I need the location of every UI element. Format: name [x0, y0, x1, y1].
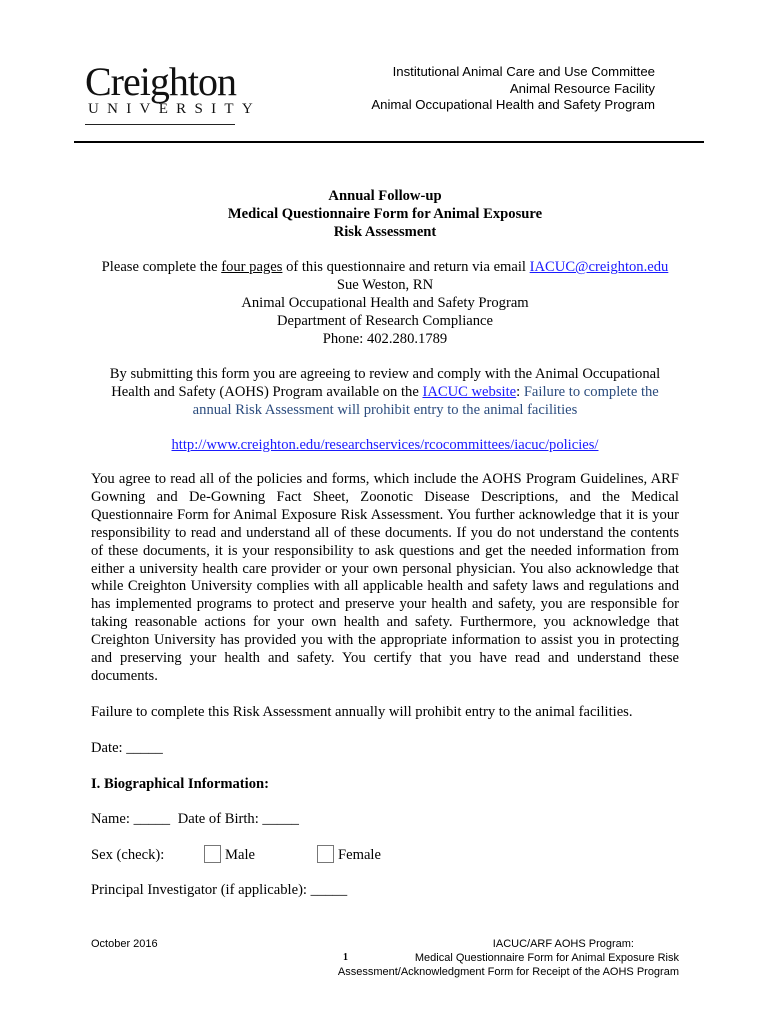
header-committee: Institutional Animal Care and Use Committee [392, 64, 655, 79]
dob-field[interactable]: _____ [262, 811, 299, 827]
contact-program: Animal Occupational Health and Safety Program [241, 295, 529, 311]
footer-program-line-3: Assessment/Acknowledgment Form for Receipt of the AOHS Program [337, 966, 679, 978]
name-dob-line [91, 811, 299, 828]
header-program: Animal Occupational Health and Safety Program [371, 97, 655, 112]
title-line-1: Annual Follow-up [328, 188, 442, 204]
iacuc-website-link[interactable]: IACUC website [422, 384, 517, 400]
iacuc-email-link[interactable]: IACUC@creighton.edu [529, 259, 669, 275]
university-logo-subtitle: UNIVERSITY [88, 101, 261, 117]
policies-url-line [60, 436, 710, 454]
logo-underline [85, 124, 235, 125]
contact-department: Department of Research Compliance [277, 313, 493, 329]
footer-program-line-2: Medical Questionnaire Form for Animal Exposure Risk [414, 952, 679, 964]
female-label: Female [338, 847, 381, 863]
sex-label: Sex (check): [91, 847, 165, 863]
date-line [91, 740, 163, 757]
agreement-line-2 [60, 383, 710, 401]
footer-program-line-1: IACUC/ARF AOHS Program: [492, 938, 634, 950]
pi-field[interactable]: _____ [310, 882, 348, 898]
header-divider [74, 141, 704, 143]
instructions-text-start: Please complete the [101, 259, 222, 275]
footer-date: October 2016 [91, 938, 158, 950]
contact-name: Sue Weston, RN [336, 277, 434, 293]
instructions-text-end: of this questionnaire and return via email [282, 259, 530, 275]
agreement-line-2-text: Health and Safety (AOHS) Program available on the [111, 384, 423, 400]
four-pages-text: four pages [221, 259, 283, 275]
pi-line [91, 882, 347, 899]
dob-label: Date of Birth: [177, 811, 259, 827]
female-checkbox[interactable] [317, 845, 334, 863]
agreement-line-1: By submitting this form you are agreeing to review and comply with the Animal Occupational [109, 366, 661, 382]
policies-url-link[interactable]: http://www.creighton.edu/researchservices/rcocommittees/iacuc/policies/ [171, 437, 599, 453]
acknowledgment-paragraph: You agree to read all of the policies and forms, which include the AOHS Program Guidelines, ARF Gowning and De-Gowning Fact Sheet, Zoonotic Disease Descriptions, and the Medical Questionnaire Form for Animal Exposure Risk Assessment. You further acknowledge that it is your responsibility to read and understand all of these documents. If you do not understand the contents of these documents, it is your responsibility to ask questions and get the needed information from either a university health care provider or your own personal physician. You also acknowledge that while Creighton University complies with all applicable health and safety laws and regulations and has implemented programs to protect and preserve your health and safety, you are responsible for taking reasonable actions for your own health and safety. Furthermore, you acknowledge that Creighton University has provided you with the appropriate information to assist you in protecting and preserving your health and safety. You certify that you have read and understand these documents. [91, 471, 679, 684]
header-facility: Animal Resource Facility [509, 80, 655, 96]
section-heading-biographical: I. Biographical Information: [91, 776, 269, 792]
date-field[interactable]: _____ [126, 740, 163, 756]
agreement-colon: : [516, 384, 521, 400]
pi-label: Principal Investigator (if applicable): [91, 882, 307, 898]
male-checkbox[interactable] [204, 845, 221, 863]
title-line-3: Risk Assessment [333, 224, 437, 240]
title-line-2: Medical Questionnaire Form for Animal Exposure [227, 206, 543, 222]
university-logo-name: Creighton [85, 59, 236, 104]
failure-warning-part-1: Failure to complete the [520, 384, 659, 400]
failure-notice: Failure to complete this Risk Assessment annually will prohibit entry to the animal facilities. [91, 704, 633, 720]
page-number: 1 [343, 952, 348, 963]
contact-phone: Phone: 402.280.1789 [322, 331, 448, 347]
date-label: Date: [91, 740, 123, 756]
name-field[interactable]: _____ [133, 811, 171, 827]
instructions-line [60, 258, 710, 276]
name-label: Name: [91, 811, 130, 827]
male-label: Male [225, 847, 255, 863]
failure-warning-part-2: annual Risk Assessment will prohibit entry to the animal facilities [192, 402, 578, 418]
